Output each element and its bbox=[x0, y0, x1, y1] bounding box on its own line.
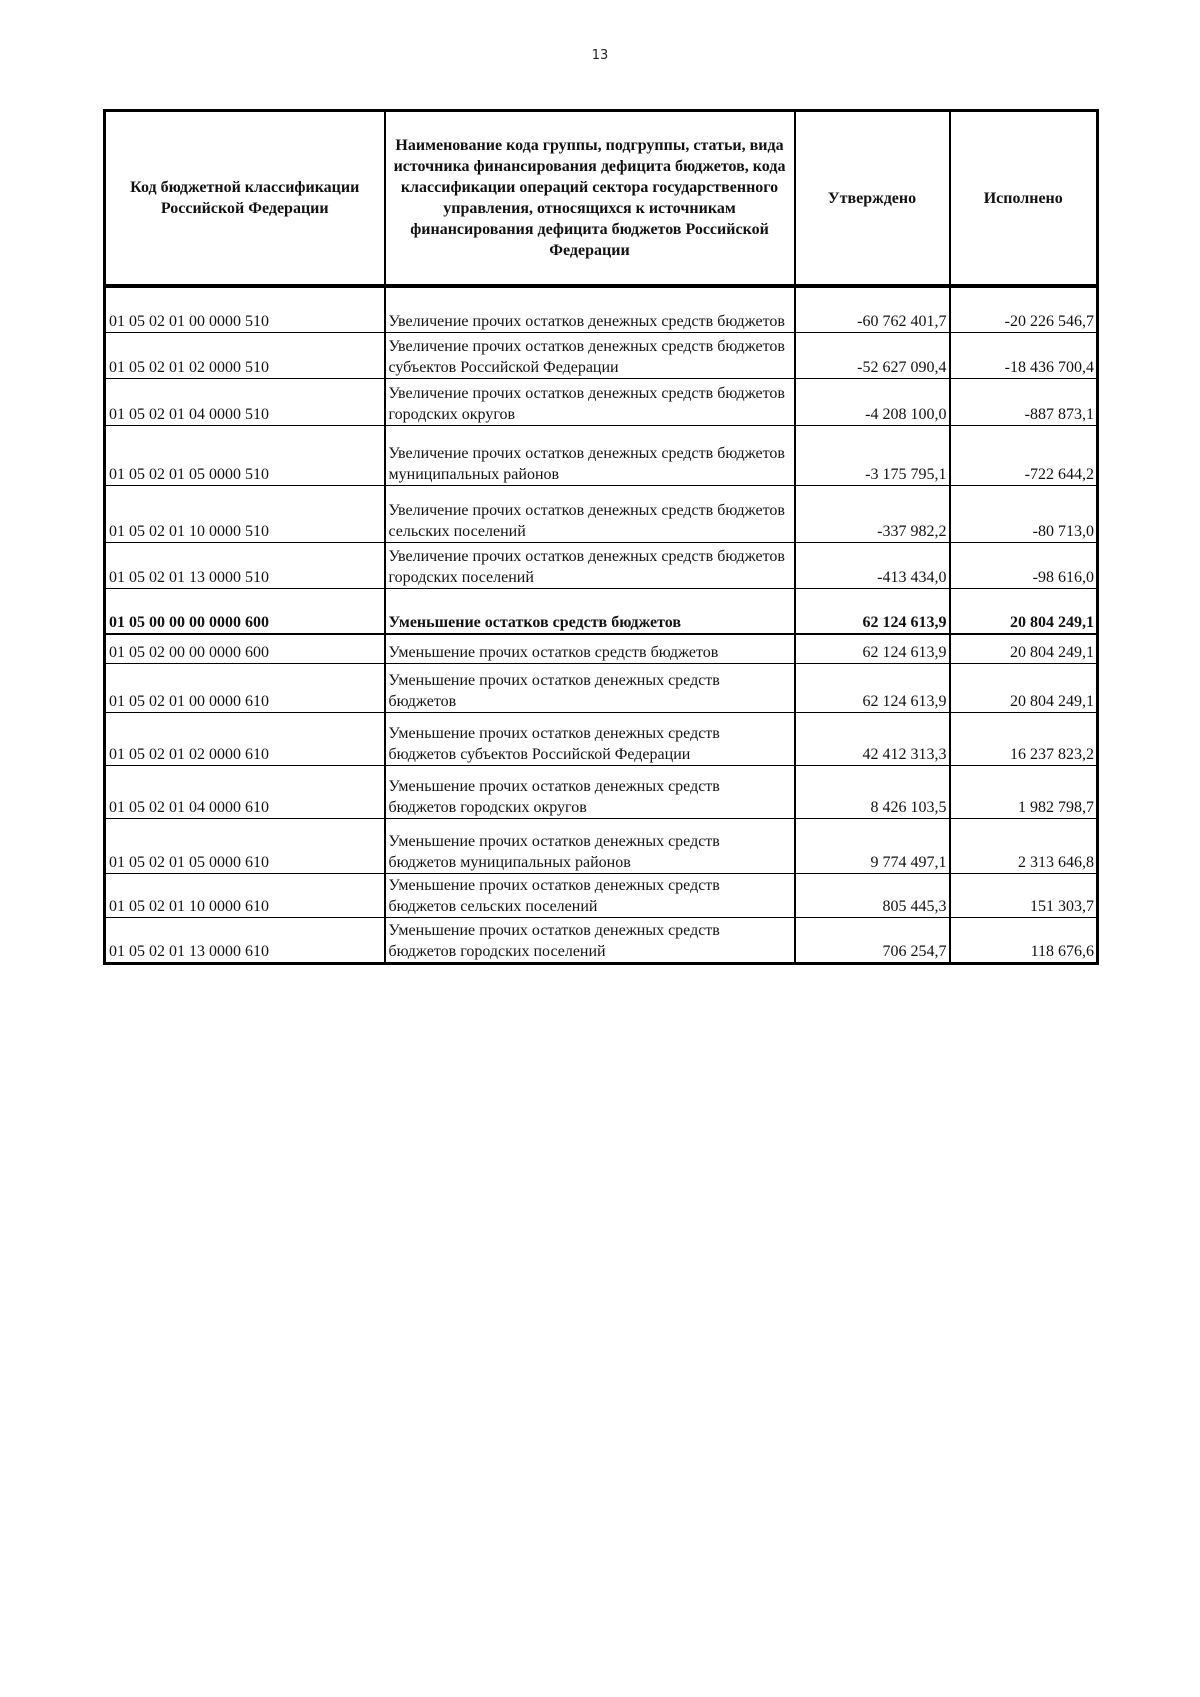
table-row bbox=[105, 425, 1098, 485]
row-name: Уменьшение прочих остатков денежных средств бюджетов городских поселений bbox=[385, 917, 795, 963]
row-executed: -98 616,0 bbox=[950, 542, 1098, 588]
row-name: Уменьшение прочих остатков денежных средств бюджетов bbox=[385, 663, 795, 712]
row-name: Увеличение прочих остатков денежных средств бюджетов субъектов Российской Федерации bbox=[385, 332, 795, 378]
row-code: 01 05 02 01 00 0000 510 bbox=[105, 286, 385, 332]
row-approved: 42 412 313,3 bbox=[795, 712, 950, 765]
row-name: Уменьшение прочих остатков средств бюджетов bbox=[385, 634, 795, 663]
row-approved: 9 774 497,1 bbox=[795, 818, 950, 873]
row-executed: -722 644,2 bbox=[950, 425, 1098, 485]
table-header-row bbox=[105, 111, 1098, 287]
row-approved: 706 254,7 bbox=[795, 917, 950, 963]
header-executed: Исполнено bbox=[950, 111, 1098, 287]
row-approved: -4 208 100,0 bbox=[795, 378, 950, 425]
row-approved: 8 426 103,5 bbox=[795, 765, 950, 818]
row-approved: -52 627 090,4 bbox=[795, 332, 950, 378]
table-row-total bbox=[105, 588, 1098, 634]
table-row bbox=[105, 286, 1098, 332]
row-name: Уменьшение остатков средств бюджетов bbox=[385, 588, 795, 634]
row-code: 01 05 02 01 04 0000 610 bbox=[105, 765, 385, 818]
budget-sources-table bbox=[103, 109, 1099, 965]
row-name: Увеличение прочих остатков денежных средств бюджетов городских поселений bbox=[385, 542, 795, 588]
row-code: 01 05 02 01 13 0000 610 bbox=[105, 917, 385, 963]
table-row bbox=[105, 765, 1098, 818]
row-executed: 2 313 646,8 bbox=[950, 818, 1098, 873]
row-name: Увеличение прочих остатков денежных средств бюджетов муниципальных районов bbox=[385, 425, 795, 485]
row-code: 01 05 02 01 10 0000 510 bbox=[105, 485, 385, 542]
row-approved: 62 124 613,9 bbox=[795, 663, 950, 712]
row-code: 01 05 02 01 02 0000 610 bbox=[105, 712, 385, 765]
row-approved: -60 762 401,7 bbox=[795, 286, 950, 332]
row-approved: -337 982,2 bbox=[795, 485, 950, 542]
row-name: Уменьшение прочих остатков денежных средств бюджетов городских округов bbox=[385, 765, 795, 818]
page-number: 13 bbox=[591, 48, 609, 63]
row-approved: 62 124 613,9 bbox=[795, 634, 950, 663]
row-executed: 20 804 249,1 bbox=[950, 663, 1098, 712]
row-code: 01 05 02 01 02 0000 510 bbox=[105, 332, 385, 378]
row-executed: 118 676,6 bbox=[950, 917, 1098, 963]
row-executed: -887 873,1 bbox=[950, 378, 1098, 425]
row-executed: -20 226 546,7 bbox=[950, 286, 1098, 332]
row-executed: -80 713,0 bbox=[950, 485, 1098, 542]
row-approved: 805 445,3 bbox=[795, 873, 950, 917]
row-code: 01 05 02 00 00 0000 600 bbox=[105, 634, 385, 663]
table-row bbox=[105, 485, 1098, 542]
row-name: Уменьшение прочих остатков денежных средств бюджетов муниципальных районов bbox=[385, 818, 795, 873]
row-approved: -3 175 795,1 bbox=[795, 425, 950, 485]
row-code: 01 05 02 01 05 0000 610 bbox=[105, 818, 385, 873]
header-approved: Утверждено bbox=[795, 111, 950, 287]
row-executed: 1 982 798,7 bbox=[950, 765, 1098, 818]
table-row bbox=[105, 818, 1098, 873]
row-approved: 62 124 613,9 bbox=[795, 588, 950, 634]
row-name: Увеличение прочих остатков денежных средств бюджетов bbox=[385, 286, 795, 332]
table-row bbox=[105, 634, 1098, 663]
row-code: 01 05 02 01 04 0000 510 bbox=[105, 378, 385, 425]
row-executed: 20 804 249,1 bbox=[950, 634, 1098, 663]
row-approved: -413 434,0 bbox=[795, 542, 950, 588]
row-code: 01 05 02 01 00 0000 610 bbox=[105, 663, 385, 712]
header-code: Код бюджетной классификации Российской Федерации bbox=[105, 111, 385, 287]
header-name: Наименование кода группы, подгруппы, статьи, вида источника финансирования дефицита бюджетов, кода классификации операций сектора государственного управления, относящихся к источникам финансирования дефицита бюджетов Российской Федерации bbox=[385, 111, 795, 287]
row-executed: 16 237 823,2 bbox=[950, 712, 1098, 765]
table-row bbox=[105, 332, 1098, 378]
row-code: 01 05 02 01 13 0000 510 bbox=[105, 542, 385, 588]
row-name: Уменьшение прочих остатков денежных средств бюджетов сельских поселений bbox=[385, 873, 795, 917]
row-code: 01 05 02 01 10 0000 610 bbox=[105, 873, 385, 917]
row-executed: 151 303,7 bbox=[950, 873, 1098, 917]
table-row bbox=[105, 917, 1098, 963]
table-row bbox=[105, 712, 1098, 765]
row-code: 01 05 00 00 00 0000 600 bbox=[105, 588, 385, 634]
row-executed: 20 804 249,1 bbox=[950, 588, 1098, 634]
row-code: 01 05 02 01 05 0000 510 bbox=[105, 425, 385, 485]
table-row bbox=[105, 378, 1098, 425]
row-executed: -18 436 700,4 bbox=[950, 332, 1098, 378]
row-name: Увеличение прочих остатков денежных средств бюджетов сельских поселений bbox=[385, 485, 795, 542]
row-name: Уменьшение прочих остатков денежных средств бюджетов субъектов Российской Федерации bbox=[385, 712, 795, 765]
table-row bbox=[105, 873, 1098, 917]
table-row bbox=[105, 663, 1098, 712]
table-row bbox=[105, 542, 1098, 588]
row-name: Увеличение прочих остатков денежных средств бюджетов городских округов bbox=[385, 378, 795, 425]
